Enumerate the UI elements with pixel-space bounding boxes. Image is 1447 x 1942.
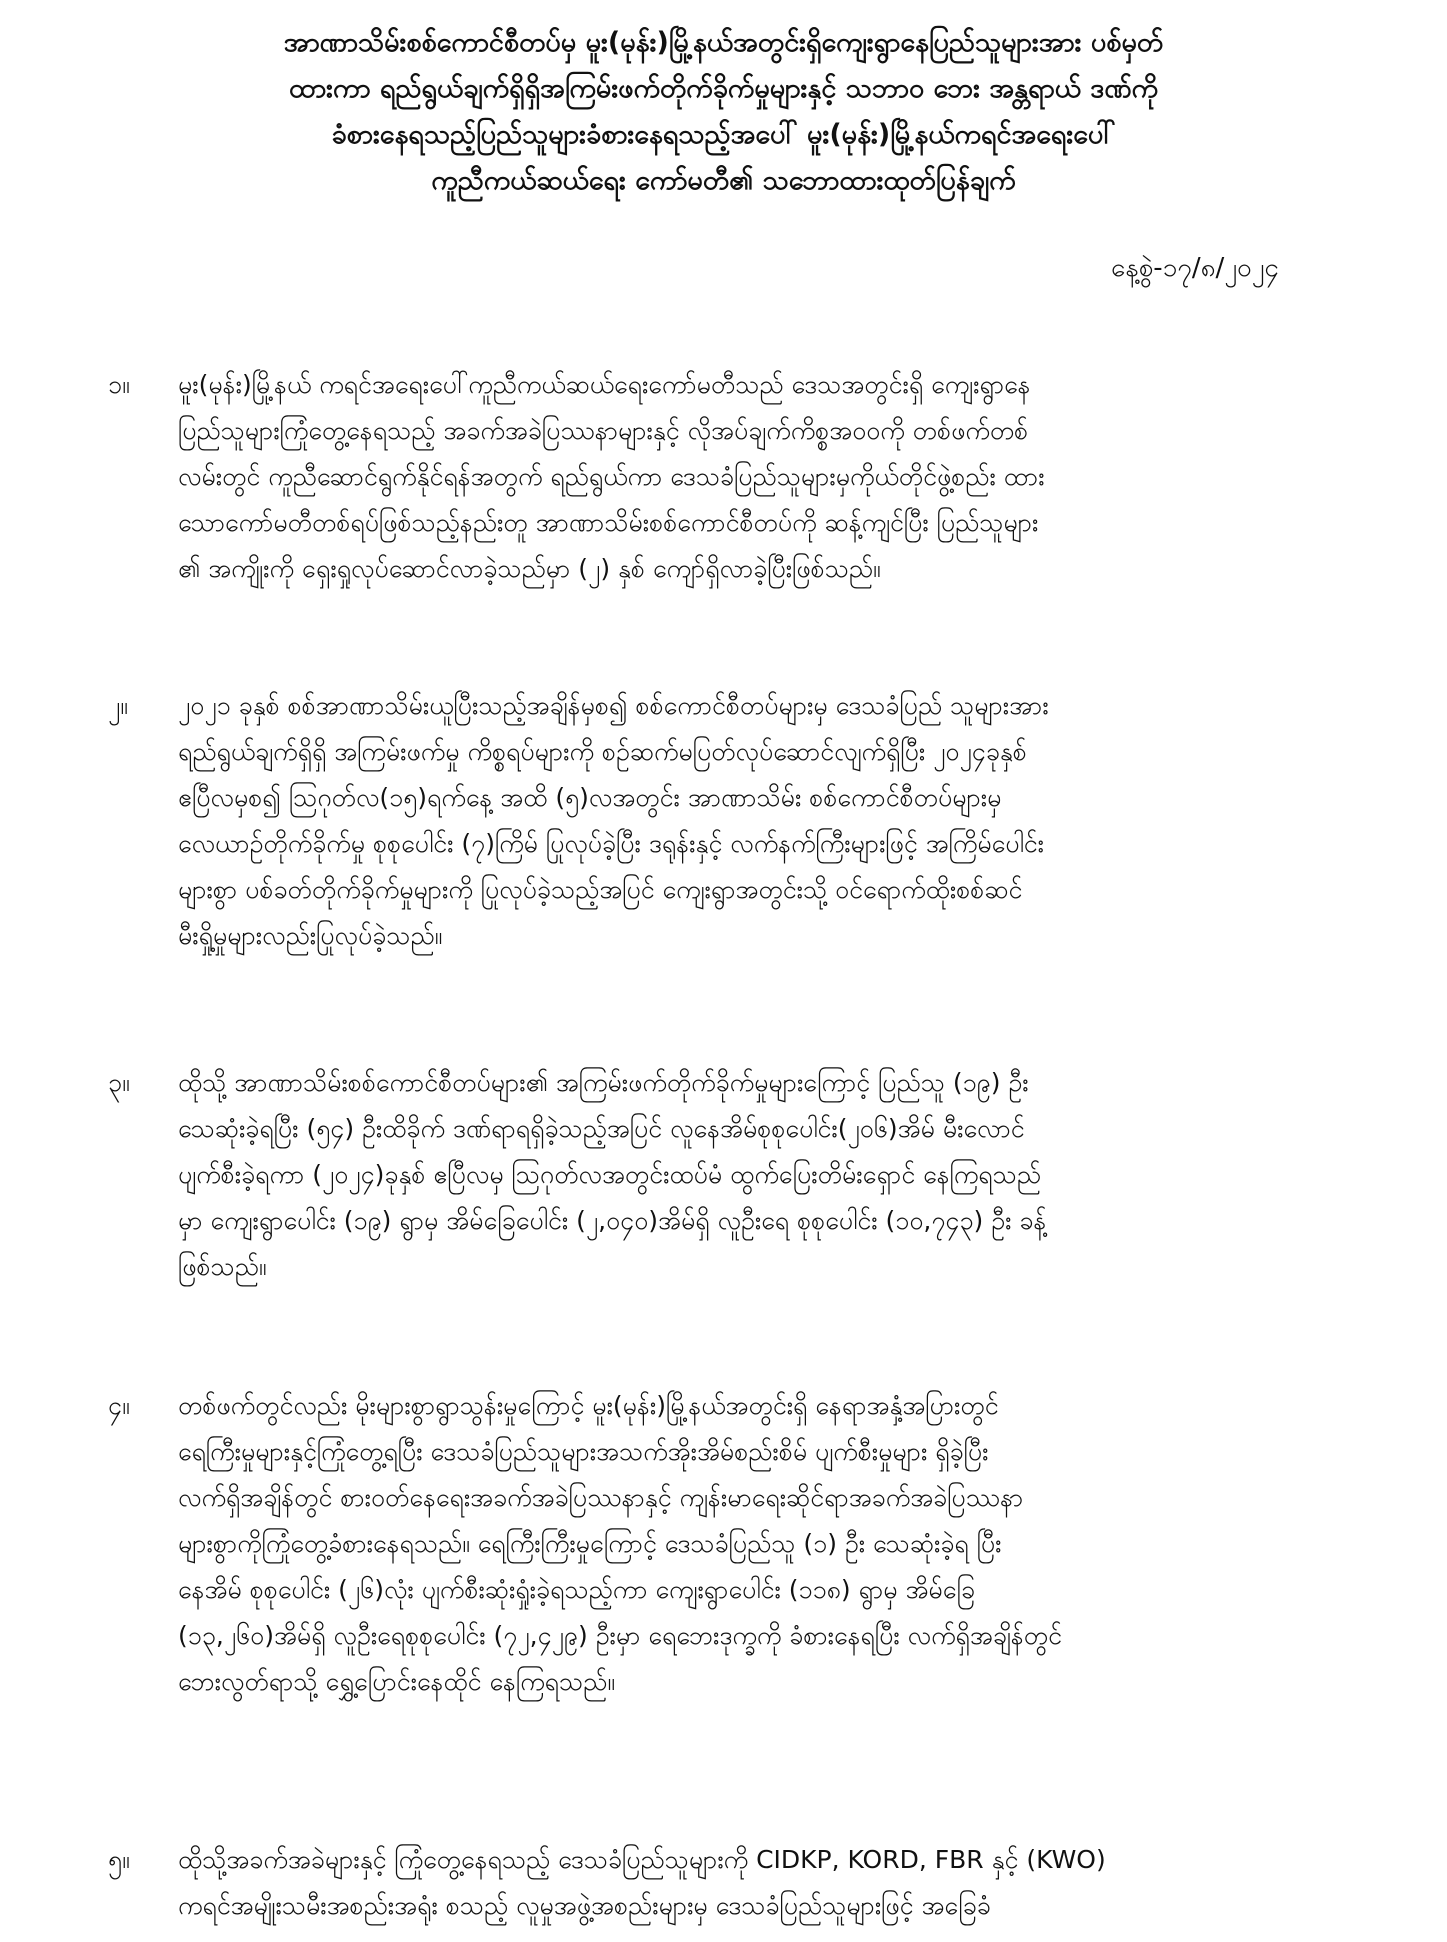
paragraph-line: ပြည်သူများကြုံတွေ့နေရသည့် အခက်အခဲပြဿနာများနှင့် လိုအပ်ချက်ကိစ္စအဝဝကို တစ်ဖက်တစ် xyxy=(178,416,1029,445)
title-line: ခံစားနေရသည့်ပြည်သူများခံစားနေရသည့်အပေါ် မူး(မုန်း)မြို့နယ်ကရင်အရေးပေါ် xyxy=(331,119,1116,150)
paragraph-line: ထိုသို့အခက်အခဲများနှင့် ကြုံတွေ့နေရသည့် ဒေသခံပြည်သူများကို CIDKP, KORD, FBR နှင့် (KWO) xyxy=(178,1845,1106,1874)
paragraph-line: များစွာ ပစ်ခတ်တိုက်ခိုက်မှုများကို ပြုလုပ်ခဲ့သည့်အပြင် ကျေးရွာအတွင်းသို့ ဝင်ရောက်ထိုးစစ်ဆင် xyxy=(178,875,1023,904)
paragraph-line: ဘေးလွတ်ရာသို့ ရွှေ့ပြောင်းနေထိုင် နေကြရသည်။ xyxy=(178,1667,615,1696)
paragraph-body xyxy=(178,1060,1288,1290)
paragraph-line: ထိုသို့ အာဏာသိမ်းစစ်ကောင်စီတပ်များ၏ အကြမ်းဖက်တိုက်ခိုက်မှုများကြောင့် ပြည်သူ (၁၉) ဦး xyxy=(178,1068,1029,1097)
title-line: အာဏာသိမ်းစစ်ကောင်စီတပ်မှ မူး(မုန်း)မြို့နယ်အတွင်းရှိကျေးရွာနေပြည်သူများအား ပစ်မှတ် xyxy=(283,27,1164,58)
statement-date: နေ့စွဲ-၁၇/၈/၂၀၂၄ xyxy=(1111,253,1279,283)
paragraph-line: သေဆုံးခဲ့ရပြီး (၅၄) ဦးထိခိုက် ဒဏ်ရာရရှိခဲ့သည့်အပြင် လူနေအိမ်စုစုပေါင်း(၂၀၆)အိမ် မီးလောင် xyxy=(178,1114,1025,1143)
paragraph-number: ၁။ xyxy=(108,370,130,399)
paragraph-line: (၁၃,၂၆၀)အိမ်ရှိ လူဦးရေစုစုပေါင်း (၇၂,၄၂၉) ဦးမှာ ရေဘေးဒုက္ခကို ခံစားနေရပြီး လက်ရှိအချိန်တွင် xyxy=(178,1621,1063,1650)
paragraph-body xyxy=(178,1383,1288,1705)
paragraph-5 xyxy=(108,1837,1288,1929)
paragraph-line: နေအိမ် စုစုပေါင်း (၂၆)လုံး ပျက်စီးဆုံးရှုံးခဲ့ရသည့်ကာ ကျေးရွာပေါင်း (၁၁၈) ရွာမှ အိမ်ခြေ xyxy=(178,1575,976,1604)
paragraph-number: ၅။ xyxy=(108,1845,130,1874)
paragraph-line: လေယာဉ်တိုက်ခိုက်မှု စုစုပေါင်း (၇)ကြိမ် ပြုလုပ်ခဲ့ပြီး ဒရုန်းနှင့် လက်နက်ကြီးများဖြင့် အကြိမ်ပေါင်း xyxy=(178,829,1044,858)
paragraph-line: ကရင်အမျိုးသမီးအစည်းအရုံး စသည့် လူမှုအဖွဲ့အစည်းများမှ ဒေသခံပြည်သူများဖြင့် အခြေခံ xyxy=(178,1891,991,1920)
paragraph-body xyxy=(178,362,1288,592)
paragraph-3 xyxy=(108,1060,1288,1290)
paragraph-1 xyxy=(108,362,1288,592)
paragraph-line: လက်ရှိအချိန်တွင် စားဝတ်နေရေးအခက်အခဲပြဿနာနှင့် ကျန်းမာရေးဆိုင်ရာအခက်အခဲပြဿနာ xyxy=(178,1483,1024,1512)
paragraph-line: လမ်းတွင် ကူညီဆောင်ရွက်နိုင်ရန်အတွက် ရည်ရွယ်ကာ ဒေသခံပြည်သူများမှကိုယ်တိုင်ဖွဲ့စည်း ထား xyxy=(178,462,1045,491)
paragraph-line: မှာ ကျေးရွာပေါင်း (၁၉) ရွာမှ အိမ်ခြေပေါင်း (၂,၀၄၀)အိမ်ရှိ လူဦးရေ စုစုပေါင်း (၁၀,၇၄၃) ဦး ခန့် xyxy=(178,1206,1047,1235)
title-line: ကူညီကယ်ဆယ်ရေး ကော်မတီ၏ သဘောထားထုတ်ပြန်ချက် xyxy=(431,165,1016,196)
paragraph-line: ပျက်စီးခဲ့ရကာ (၂၀၂၄)ခုနှစ် ဧပြီလမှ ဩဂုတ်လအတွင်းထပ်မံ ထွက်ပြေးတိမ်းရှောင် နေကြရသည် xyxy=(178,1160,1042,1189)
paragraph-line: သောကော်မတီတစ်ရပ်ဖြစ်သည့်နည်းတူ အာဏာသိမ်းစစ်ကောင်စီတပ်ကို ဆန့်ကျင်ပြီး ပြည်သူများ xyxy=(178,508,1039,537)
paragraph-line: ရည်ရွယ်ချက်ရှိရှိ အကြမ်းဖက်မှု ကိစ္စရပ်များကို စဉ်ဆက်မပြတ်လုပ်ဆောင်လျက်ရှိပြီး ၂၀၂၄ခုနှစ် xyxy=(178,737,1027,766)
paragraph-line: များစွာကိုကြုံတွေ့ခံစားနေရသည်။ ရေကြီးကြီးမှုကြောင့် ဒေသခံပြည်သူ (၁) ဦး သေဆုံးခဲ့ရ ပြီး xyxy=(178,1529,1002,1558)
paragraph-4 xyxy=(108,1383,1288,1705)
paragraph-line: ရေကြီးမှုများနှင့်ကြုံတွေ့ရပြီး ဒေသခံပြည်သူများအသက်အိုးအိမ်စည်းစိမ် ပျက်စီးမှုများ ရှိခဲ့ပြီး xyxy=(178,1437,989,1466)
paragraph-line: မီးရှို့မှုများလည်းပြုလုပ်ခဲ့သည်။ xyxy=(178,921,443,950)
paragraph-line: မူး(မုန်း)မြို့နယ် ကရင်အရေးပေါ်ကူညီကယ်ဆယ်ရေးကော်မတီသည် ဒေသအတွင်းရှိ ကျေးရွာနေ xyxy=(178,370,1031,399)
paragraph-body xyxy=(178,683,1288,959)
paragraph-line: ၏ အကျိုးကို ရှေးရှုလုပ်ဆောင်လာခဲ့သည်မှာ (၂) နှစ် ကျော်ရှိလာခဲ့ပြီးဖြစ်သည်။ xyxy=(178,554,881,583)
paragraph-line: ၂၀၂၁ ခုနှစ် စစ်အာဏာသိမ်းယူပြီးသည့်အချိန်မှစ၍ စစ်ကောင်စီတပ်များမှ ဒေသခံပြည် သူများအား xyxy=(178,691,1049,720)
paragraph-body xyxy=(178,1837,1288,1929)
paragraph-line: ဖြစ်သည်။ xyxy=(178,1252,267,1281)
statement-title xyxy=(160,20,1287,204)
title-line: ထားကာ ရည်ရွယ်ချက်ရှိရှိအကြမ်းဖက်တိုက်ခိုက်မှုများနှင့် သဘာဝ ဘေး အန္တရာယ် ဒဏ်ကို xyxy=(288,73,1159,104)
paragraph-number: ၃။ xyxy=(108,1068,130,1097)
paragraph-line: တစ်ဖက်တွင်လည်း မိုးများစွာရွာသွန်းမှုကြောင့် မူး(မုန်း)မြို့နယ်အတွင်းရှိ နေရာအနှံ့အပြားတွင် xyxy=(178,1391,999,1420)
paragraph-line: ဧပြီလမှစ၍ ဩဂုတ်လ(၁၅)ရက်နေ့ အထိ (၅)လအတွင်း အာဏာသိမ်း စစ်ကောင်စီတပ်များမှ xyxy=(178,783,1002,812)
paragraph-number: ၂။ xyxy=(108,691,128,720)
paragraph-2 xyxy=(108,683,1288,959)
paragraph-number: ၄။ xyxy=(108,1391,130,1420)
